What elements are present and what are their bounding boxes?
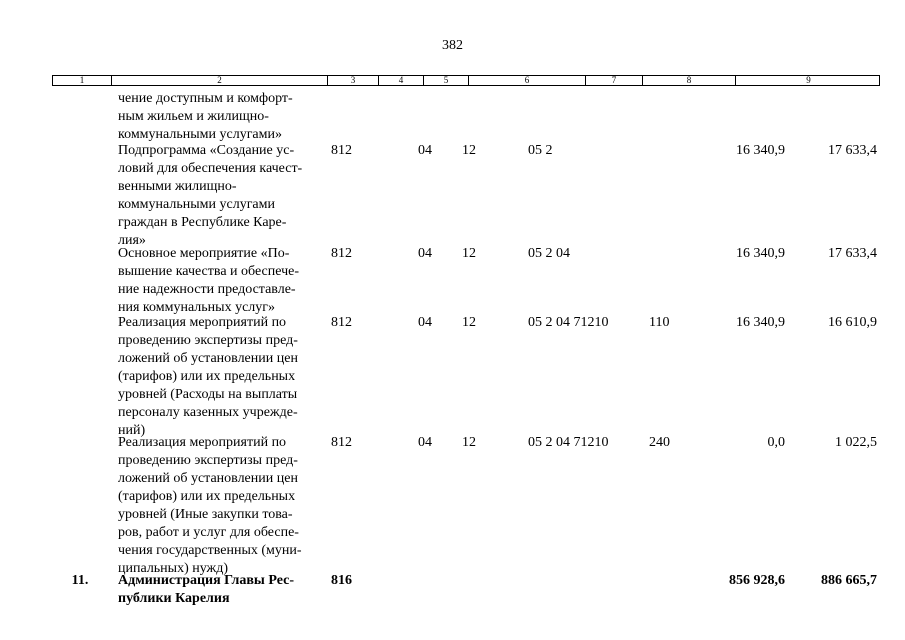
cell-sum-1: 16 340,9 bbox=[736, 246, 785, 261]
cell-sum-1: 0,0 bbox=[767, 435, 785, 450]
cell-number: 11. bbox=[71, 573, 89, 588]
cell-sum-2: 16 610,9 bbox=[828, 315, 877, 330]
cell-section: 04 bbox=[418, 246, 432, 261]
header-col-7: 7 bbox=[585, 76, 642, 85]
cell-sum-2: 1 022,5 bbox=[835, 435, 877, 450]
cell-sum-1: 16 340,9 bbox=[736, 143, 785, 158]
header-col-9: 9 bbox=[735, 76, 881, 85]
header-col-8: 8 bbox=[642, 76, 735, 85]
header-col-2: 2 bbox=[111, 76, 327, 85]
cell-section: 04 bbox=[418, 435, 432, 450]
cell-subsection: 12 bbox=[462, 435, 476, 450]
cell-sum-1: 16 340,9 bbox=[736, 315, 785, 330]
cell-expense-type: 240 bbox=[649, 435, 670, 450]
cell-sum-2: 886 665,7 bbox=[821, 573, 877, 588]
header-col-6: 6 bbox=[468, 76, 585, 85]
header-col-1: 1 bbox=[79, 75, 85, 85]
header-col-3: 3 bbox=[327, 76, 378, 85]
cell-sum-2: 17 633,4 bbox=[828, 246, 877, 261]
cell-ministry: 812 bbox=[331, 435, 352, 450]
header-col-5: 5 bbox=[423, 76, 468, 85]
cell-subsection: 12 bbox=[462, 315, 476, 330]
cell-target-article: 05 2 04 bbox=[528, 246, 570, 261]
cell-sum-1: 856 928,6 bbox=[729, 573, 785, 588]
cell-section: 04 bbox=[418, 315, 432, 330]
cell-ministry: 816 bbox=[331, 573, 352, 588]
cell-name: чение доступным и комфорт- ным жильем и жилищно- коммунальными услугами» bbox=[118, 91, 293, 142]
cell-ministry: 812 bbox=[331, 315, 352, 330]
cell-name: Основное мероприятие «По- вышение качества и обеспече- ние надежности предоставле- ния коммунальных услуг» bbox=[118, 246, 300, 315]
cell-ministry: 812 bbox=[331, 246, 352, 261]
table-header bbox=[52, 75, 880, 86]
header-col-4: 4 bbox=[378, 76, 423, 85]
cell-target-article: 05 2 04 71210 bbox=[528, 435, 609, 450]
cell-sum-2: 17 633,4 bbox=[828, 143, 877, 158]
cell-name: Реализация мероприятий по проведению экспертизы пред- ложений об установлении цен (тарифов) или их предельных уровней (Иные закупки това- ров, работ и услуг для обеспе- чения государственных (муни- ципальных) нужд) bbox=[118, 435, 302, 576]
cell-name: Реализация мероприятий по проведению экспертизы пред- ложений об установлении цен (тарифов) или их предельных уровней (Расходы на выплаты персоналу казенных учрежде- ний) bbox=[118, 315, 298, 438]
cell-target-article: 05 2 bbox=[528, 143, 553, 158]
cell-subsection: 12 bbox=[462, 246, 476, 261]
cell-expense-type: 110 bbox=[649, 315, 670, 330]
cell-subsection: 12 bbox=[462, 143, 476, 158]
cell-section: 04 bbox=[418, 143, 432, 158]
cell-name: Подпрограмма «Создание ус- ловий для обеспечения качест- венными жилищно- коммунальными услугами граждан в Республике Каре- лия» bbox=[118, 143, 303, 248]
page-number: 382 bbox=[442, 38, 463, 53]
cell-target-article: 05 2 04 71210 bbox=[528, 315, 609, 330]
cell-name: Администрация Главы Рес- публики Карелия bbox=[118, 573, 294, 606]
cell-ministry: 812 bbox=[331, 143, 352, 158]
